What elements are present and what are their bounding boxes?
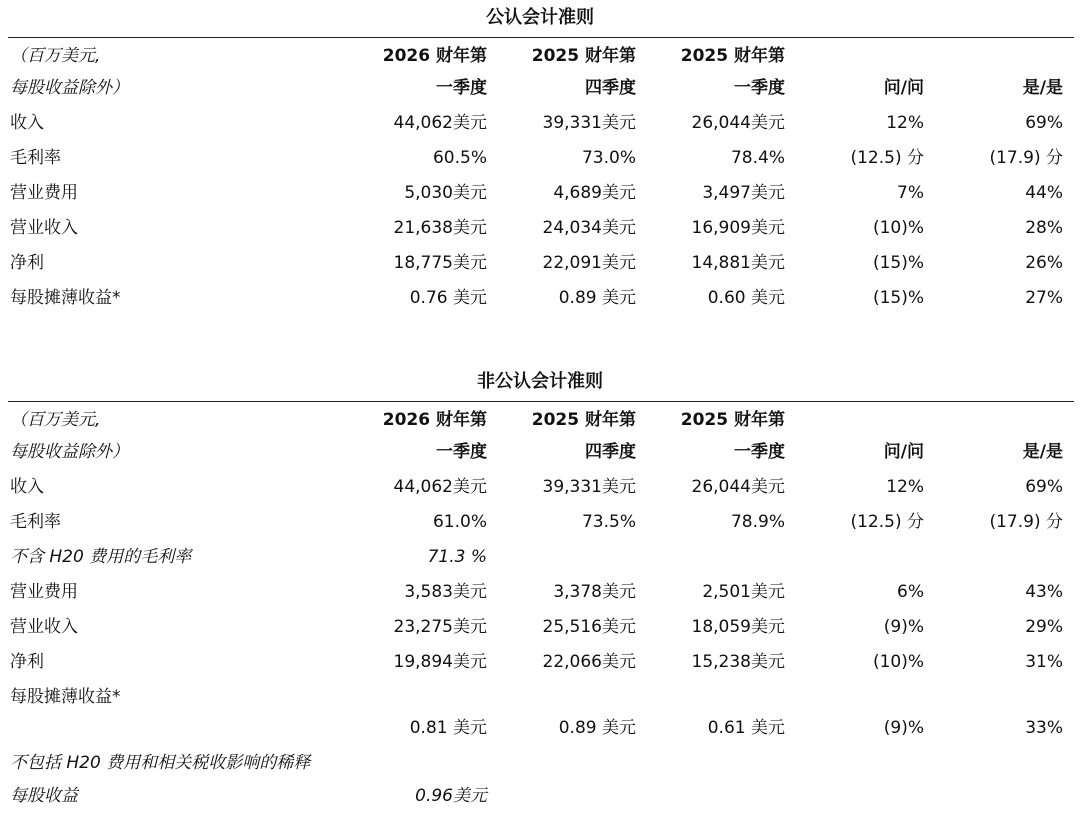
- cell-q1-fy26: 44,062美元: [393, 477, 487, 497]
- table-row: [0, 712, 1080, 744]
- cell-yoy: 31%: [1025, 652, 1063, 672]
- cell-q4-fy25: 39,331美元: [542, 477, 636, 497]
- cell-qoq: 12%: [886, 113, 924, 133]
- row-label: 每股摊薄收益*: [10, 687, 121, 707]
- cell-qoq: (12.5) 分: [850, 148, 924, 168]
- cell-yoy: 69%: [1025, 477, 1063, 497]
- table-row: [0, 107, 1080, 139]
- gaap-header-units-line2: 每股收益除外）: [10, 78, 129, 98]
- non-gaap-header-units: （百万美元,: [10, 410, 101, 430]
- table-row: [0, 611, 1080, 643]
- cell-q4-fy25: 0.89 美元: [558, 288, 636, 308]
- gaap-header-rule: [8, 37, 1074, 38]
- table-row: [0, 177, 1080, 209]
- non-gaap-header-col1-line2: 一季度: [436, 442, 487, 462]
- cell-q4-fy25: 39,331美元: [542, 113, 636, 133]
- cell-q1-fy26: 0.76 美元: [409, 288, 487, 308]
- cell-qoq: 7%: [897, 183, 924, 203]
- cell-qoq: 12%: [886, 477, 924, 497]
- cell-q1-fy25: 2,501美元: [702, 582, 785, 602]
- non-gaap-header-row-2: [0, 436, 1080, 468]
- gaap-header-row-1: [0, 40, 1080, 72]
- cell-yoy: (17.9) 分: [989, 512, 1063, 532]
- cell-q1-fy26: 21,638美元: [393, 218, 487, 238]
- non-gaap-header-col3-line2: 一季度: [734, 442, 785, 462]
- table-row: [0, 646, 1080, 678]
- gaap-header-col3-line1: 2025 财年第: [680, 46, 785, 66]
- row-label: 毛利率: [10, 512, 61, 532]
- cell-q4-fy25: 4,689美元: [553, 183, 636, 203]
- cell-q1-fy26: 0.96美元: [415, 786, 487, 806]
- cell-q1-fy25: 78.4%: [730, 148, 785, 168]
- non-gaap-section-title: 非公认会计准则: [477, 371, 603, 392]
- cell-q1-fy26: 61.0%: [432, 512, 487, 532]
- gaap-section-title: 公认会计准则: [486, 7, 594, 28]
- table-row: [0, 576, 1080, 608]
- cell-q1-fy26: 23,275美元: [393, 617, 487, 637]
- cell-q1-fy25: 78.9%: [730, 512, 785, 532]
- row-label: 不包括 H20 费用和相关税收影响的稀释: [10, 753, 311, 773]
- cell-q4-fy25: 73.5%: [581, 512, 636, 532]
- cell-q1-fy26: 44,062美元: [393, 113, 487, 133]
- cell-qoq: 6%: [897, 582, 924, 602]
- table-row: [0, 282, 1080, 314]
- row-label: 营业费用: [10, 582, 78, 602]
- table-row: [0, 247, 1080, 279]
- cell-yoy: 33%: [1025, 718, 1063, 738]
- table-row: [0, 780, 1080, 812]
- non-gaap-header-col2-line1: 2025 财年第: [531, 410, 636, 430]
- cell-q4-fy25: 0.89 美元: [558, 718, 636, 738]
- cell-q4-fy25: 24,034美元: [542, 218, 636, 238]
- row-label: 每股摊薄收益*: [10, 288, 121, 308]
- row-label: 收入: [10, 113, 44, 133]
- cell-yoy: 29%: [1025, 617, 1063, 637]
- table-row: [0, 541, 1080, 573]
- table-row: [0, 471, 1080, 503]
- row-label: 净利: [10, 652, 44, 672]
- cell-yoy: 27%: [1025, 288, 1063, 308]
- cell-q1-fy25: 18,059美元: [691, 617, 785, 637]
- cell-q1-fy25: 14,881美元: [691, 253, 785, 273]
- cell-q1-fy26: 3,583美元: [404, 582, 487, 602]
- cell-q1-fy25: 0.60 美元: [707, 288, 785, 308]
- table-row: [0, 212, 1080, 244]
- gaap-header-col1-line2: 一季度: [436, 78, 487, 98]
- row-label: 不含 H20 费用的毛利率: [10, 547, 192, 567]
- non-gaap-header-yoy: 是/是: [1022, 442, 1063, 462]
- cell-yoy: (17.9) 分: [989, 148, 1063, 168]
- gaap-header-col3-line2: 一季度: [734, 78, 785, 98]
- row-label: 收入: [10, 477, 44, 497]
- gaap-header-col2-line1: 2025 财年第: [531, 46, 636, 66]
- cell-q1-fy26: 18,775美元: [393, 253, 487, 273]
- cell-qoq: (15)%: [872, 288, 924, 308]
- cell-q4-fy25: 25,516美元: [542, 617, 636, 637]
- cell-q1-fy26: 71.3 %: [427, 547, 487, 567]
- cell-qoq: (12.5) 分: [850, 512, 924, 532]
- non-gaap-header-qoq: 问/问: [883, 442, 924, 462]
- cell-yoy: 43%: [1025, 582, 1063, 602]
- non-gaap-header-col3-line1: 2025 财年第: [680, 410, 785, 430]
- cell-q4-fy25: 22,066美元: [542, 652, 636, 672]
- gaap-header-col1-line1: 2026 财年第: [382, 46, 487, 66]
- row-label: 净利: [10, 253, 44, 273]
- gaap-header-col2-line2: 四季度: [585, 78, 636, 98]
- row-label: 营业收入: [10, 218, 78, 238]
- cell-q1-fy25: 26,044美元: [691, 477, 785, 497]
- table-row: [0, 681, 1080, 713]
- cell-q4-fy25: 3,378美元: [553, 582, 636, 602]
- cell-q4-fy25: 22,091美元: [542, 253, 636, 273]
- table-row: [0, 747, 1080, 779]
- cell-q1-fy26: 60.5%: [432, 148, 487, 168]
- cell-q1-fy25: 16,909美元: [691, 218, 785, 238]
- cell-q1-fy25: 3,497美元: [702, 183, 785, 203]
- non-gaap-header-row-1: [0, 404, 1080, 436]
- row-label: 每股收益: [10, 786, 78, 806]
- non-gaap-header-rule: [8, 401, 1074, 402]
- row-label: 营业收入: [10, 617, 78, 637]
- cell-yoy: 28%: [1025, 218, 1063, 238]
- cell-qoq: (10)%: [872, 652, 924, 672]
- cell-qoq: (9)%: [883, 617, 924, 637]
- cell-qoq: (10)%: [872, 218, 924, 238]
- cell-q1-fy26: 5,030美元: [404, 183, 487, 203]
- non-gaap-header-col2-line2: 四季度: [585, 442, 636, 462]
- cell-qoq: (9)%: [883, 718, 924, 738]
- cell-q1-fy26: 19,894美元: [393, 652, 487, 672]
- cell-q4-fy25: 73.0%: [581, 148, 636, 168]
- gaap-header-qoq: 问/问: [883, 78, 924, 98]
- cell-yoy: 69%: [1025, 113, 1063, 133]
- table-row: [0, 142, 1080, 174]
- gaap-header-row-2: [0, 72, 1080, 104]
- gaap-header-units: （百万美元,: [10, 46, 101, 66]
- cell-q1-fy26: 0.81 美元: [409, 718, 487, 738]
- non-gaap-header-col1-line1: 2026 财年第: [382, 410, 487, 430]
- cell-q1-fy25: 15,238美元: [691, 652, 785, 672]
- cell-yoy: 26%: [1025, 253, 1063, 273]
- row-label: 营业费用: [10, 183, 78, 203]
- table-row: [0, 506, 1080, 538]
- cell-q1-fy25: 0.61 美元: [707, 718, 785, 738]
- non-gaap-header-units-line2: 每股收益除外）: [10, 442, 129, 462]
- cell-yoy: 44%: [1025, 183, 1063, 203]
- row-label: 毛利率: [10, 148, 61, 168]
- cell-qoq: (15)%: [872, 253, 924, 273]
- cell-q1-fy25: 26,044美元: [691, 113, 785, 133]
- gaap-header-yoy: 是/是: [1022, 78, 1063, 98]
